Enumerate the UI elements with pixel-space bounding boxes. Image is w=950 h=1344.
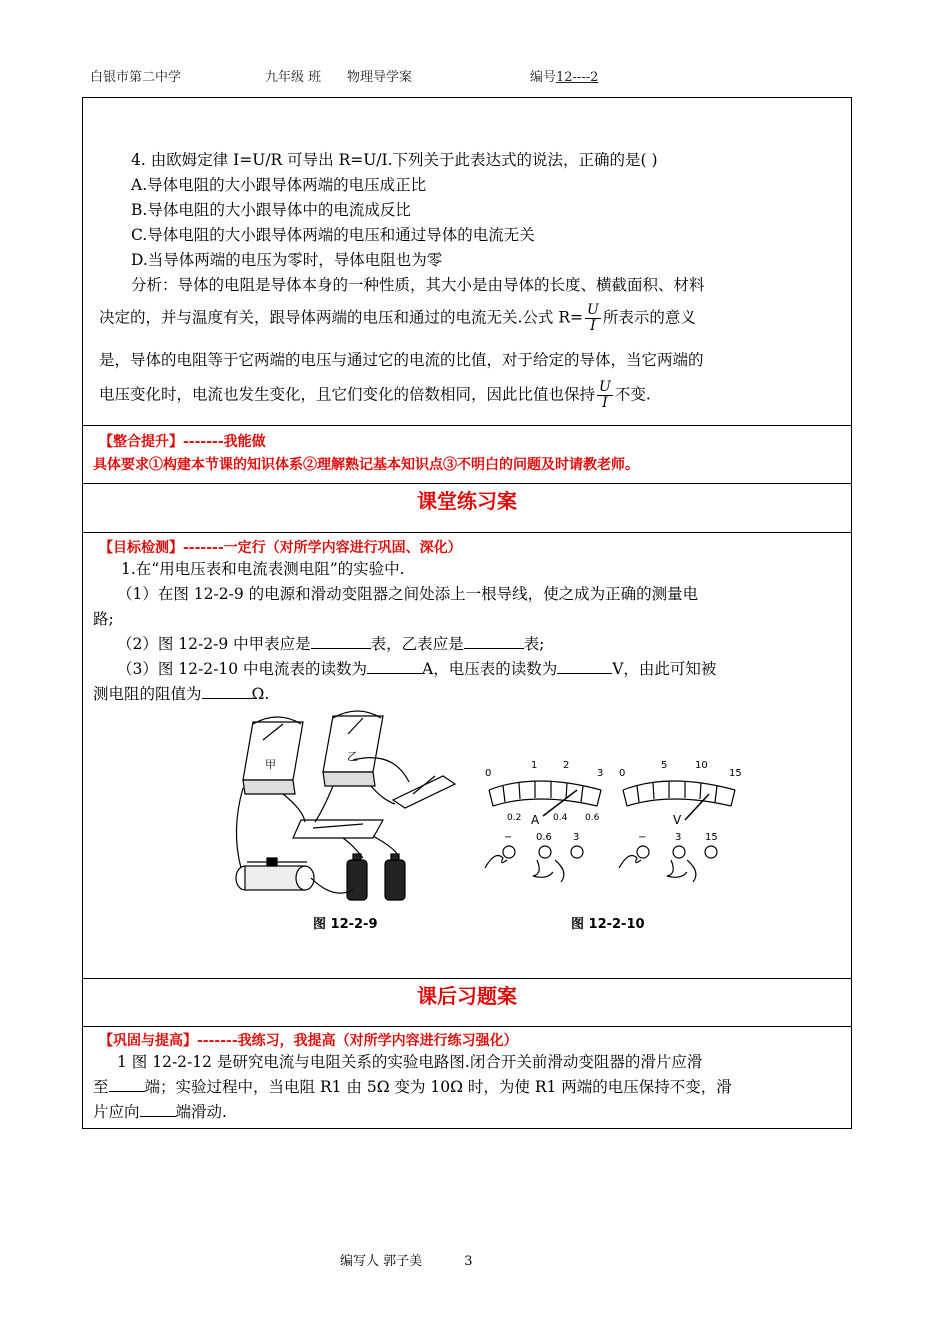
meter-figure-12-2-10 [473,750,753,890]
q4-analysis-3: 是，导体的电阻等于它两端的电压与通过它的电流的比值，对于给定的导体，当它两端的 [99,351,704,369]
volt-tick-3: 15 [729,768,742,779]
q4-option-a: A.导体电阻的大小跟导体两端的电压成正比 [131,176,427,194]
consolidate-heading: 【巩固与提高】-------我练习，我提高（对所学内容进行练习强化） [99,1033,518,1049]
question-4-section [83,98,851,426]
q4-analysis-2: 决定的，并与温度有关，跟导体两端的电压和通过的电流无关.公式 R= $\frac{U}{I}$ 所表示的意义 [99,302,696,334]
blank-current[interactable] [367,673,422,674]
q4-option-b: B.导体电阻的大小跟导体中的电流成反比 [131,201,411,219]
volt-letter: V [673,813,682,827]
consolidate-section [83,1026,851,1130]
fig2-caption: 图 12-2-10 [571,917,645,932]
target-part1b: 路; [93,610,114,628]
q4-stem: 4. 由欧姆定律 I=U/R 可导出 R=U/I.下列关于此表达式的说法，正确的是( ) [131,151,658,169]
amm-tick-0: 0 [485,768,492,779]
blank-meter-a[interactable] [311,648,371,649]
volt-tick-2: 10 [695,760,708,771]
school-name: 白银市第二中学 [90,70,182,85]
amm-sub-3: 0.6 [585,813,600,823]
blank-resistance[interactable] [202,698,252,699]
target-part3b: 测电阻的阻值为 Ω. [93,685,270,703]
meter-2-label: 乙 [347,750,358,763]
amm-letter: A [531,813,540,827]
blank-slider-direction[interactable] [140,1116,176,1117]
target-q1: 1.在“用电压表和电流表测电阻”的实验中. [121,560,405,578]
target-part2: （2）图 12-2-9 中甲表应是 表，乙表应是 表; [117,635,545,653]
classroom-title: 课堂练习案 [417,489,517,513]
volt-term-1: 3 [675,832,682,843]
classroom-title-section [83,483,851,533]
u-over-i-fraction: $\frac{U}{I}$ [587,302,599,334]
blank-slider-start[interactable] [109,1091,145,1092]
author: 编写人 郭子美 [340,1254,423,1269]
meter-1-label: 甲 [265,758,276,771]
consolidate-line-2: 至 端；实验过程中，当电阻 R1 由 5Ω 变为 10Ω 时，为使 R1 两端的电压保持不变，滑 [93,1078,732,1096]
after-class-title-section [83,978,851,1027]
amm-term-2: 3 [573,832,580,843]
consolidate-line-1: 1 图 12-2-12 是研究电流与电阻关系的实验电路图.闭合开关前滑动变阻器的滑片应滑 [117,1053,703,1071]
target-heading: 【目标检测】-------一定行（对所学内容进行巩固、深化） [99,540,462,556]
circuit-figure-12-2-9 [223,710,473,920]
q4-analysis-4: 电压变化时，电流也发生变化，且它们变化的倍数相同，因此比值也保持 $\frac{U}{I}$ 不变. [99,379,651,411]
blank-meter-b[interactable] [464,648,524,649]
worksheet-frame [82,97,852,1129]
integrate-section [83,425,851,484]
amm-term-0: − [504,832,513,843]
target-part3: （3）图 12-2-10 中电流表的读数为 A，电压表的读数为 V，由此可知被 [117,660,717,678]
amm-tick-1: 1 [531,760,538,771]
page-footer [340,1250,473,1269]
volt-term-2: 15 [705,832,718,843]
q4-option-d: D.当导体两端的电压为零时，导体电阻也为零 [131,251,443,269]
integrate-requirements: 具体要求①构建本节课的知识体系②理解熟记基本知识点③不明白的问题及时请教老师。 [93,457,639,473]
after-class-title: 课后习题案 [417,984,517,1008]
doc-code: 编号12----2 [530,70,599,85]
amm-sub-2: 0.4 [553,813,568,823]
blank-voltage[interactable] [557,673,612,674]
q4-analysis-1: 分析：导体的电阻是导体本身的一种性质，其大小是由导体的长度、横截面积、材料 [131,276,705,294]
amm-term-1: 0.6 [536,832,552,843]
volt-tick-0: 0 [619,768,626,779]
page-number: 3 [464,1254,473,1269]
amm-tick-2: 2 [563,760,570,771]
q4-option-c: C.导体电阻的大小跟导体两端的电压和通过导体的电流无关 [131,226,535,244]
fig1-caption: 图 12-2-9 [313,917,378,932]
u-over-i-fraction-2: $\frac{U}{I}$ [599,379,611,411]
grade-class: 九年级 班 [265,70,322,85]
target-detection-section [83,532,851,979]
volt-term-0: − [638,832,647,843]
target-part1a: （1）在图 12-2-9 的电源和滑动变阻器之间处添上一根导线，使之成为正确的测量电 [117,585,699,603]
amm-tick-3: 3 [597,768,604,779]
integrate-heading: 【整合提升】-------我能做 [99,434,266,450]
subject-title: 物理导学案 [347,70,413,85]
amm-sub-0: 0.2 [507,813,522,823]
consolidate-line-3: 片应向 端滑动. [93,1103,227,1121]
volt-tick-1: 5 [661,760,668,771]
